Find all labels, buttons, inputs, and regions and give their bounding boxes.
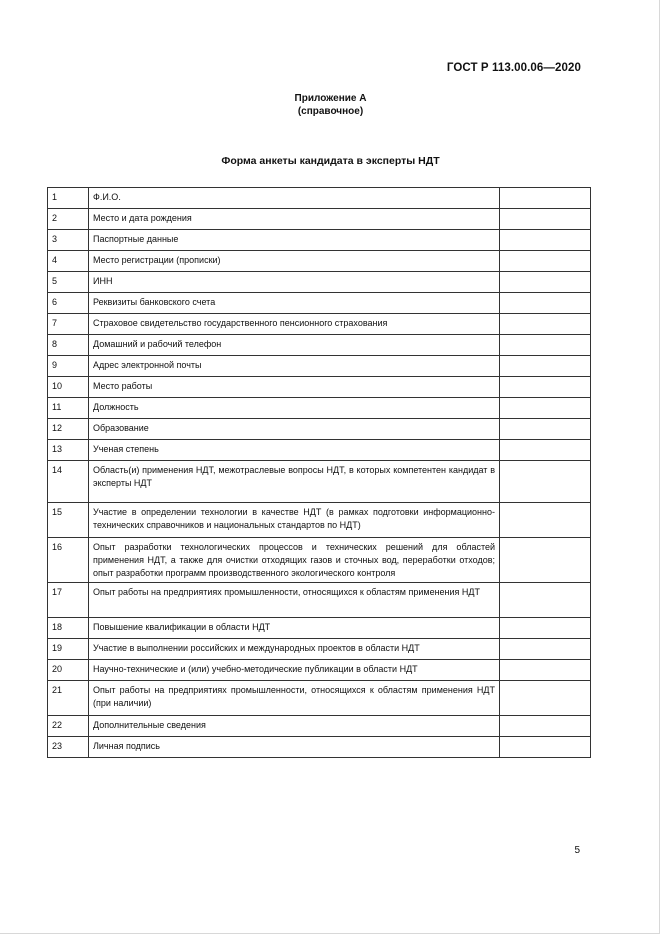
questionnaire-table [47,187,591,758]
row-label: Опыт работы на предприятиях промышленности, относящихся к областям применения НДТ (при наличии) [89,681,500,716]
table-row [48,419,591,440]
table-row [48,377,591,398]
row-number: 1 [48,188,89,209]
answer-cell[interactable] [500,737,591,758]
table-row [48,251,591,272]
table-row [48,716,591,737]
appendix-heading [0,92,661,118]
row-label: Участие в выполнении российских и международных проектов в области НДТ [89,639,500,660]
row-number: 14 [48,461,89,503]
answer-cell[interactable] [500,618,591,639]
table-row [48,335,591,356]
answer-cell[interactable] [500,251,591,272]
table-row [48,503,591,538]
table-row [48,639,591,660]
answer-cell[interactable] [500,419,591,440]
answer-cell[interactable] [500,681,591,716]
table-row [48,314,591,335]
row-number: 2 [48,209,89,230]
row-label: Повышение квалификации в области НДТ [89,618,500,639]
row-label: Образование [89,419,500,440]
row-label: Ф.И.О. [89,188,500,209]
row-number: 20 [48,660,89,681]
row-label: Дополнительные сведения [89,716,500,737]
row-label: Область(и) применения НДТ, межотраслевые вопросы НДТ, в которых компетентен кандидат в эксперты НДТ [89,461,500,503]
row-label: Место работы [89,377,500,398]
table-row [48,356,591,377]
row-label: Домашний и рабочий телефон [89,335,500,356]
answer-cell[interactable] [500,503,591,538]
answer-cell[interactable] [500,230,591,251]
row-label: Личная подпись [89,737,500,758]
row-label: Научно-технические и (или) учебно-методические публикации в области НДТ [89,660,500,681]
table-row [48,660,591,681]
answer-cell[interactable] [500,538,591,583]
answer-cell[interactable] [500,398,591,419]
row-label: Место регистрации (прописки) [89,251,500,272]
row-number: 13 [48,440,89,461]
row-label: Ученая степень [89,440,500,461]
answer-cell[interactable] [500,314,591,335]
table-row [48,188,591,209]
table-row [48,398,591,419]
row-label: Страховое свидетельство государственного пенсионного страхования [89,314,500,335]
answer-cell[interactable] [500,188,591,209]
answer-cell[interactable] [500,377,591,398]
row-label: Опыт разработки технологических процессов и технических решений для областей применения НДТ, а также для очистки отходящих газов и сточных вод, переработки отходов; опыт разработки программ производственного экологического контроля [89,538,500,583]
row-number: 10 [48,377,89,398]
row-number: 9 [48,356,89,377]
row-label: Опыт работы на предприятиях промышленности, относящихся к областям применения НДТ [89,583,500,618]
row-label: Место и дата рождения [89,209,500,230]
row-label: Реквизиты банковского счета [89,293,500,314]
row-number: 3 [48,230,89,251]
table-row [48,583,591,618]
table-row [48,618,591,639]
row-number: 23 [48,737,89,758]
table-row [48,538,591,583]
table-row [48,461,591,503]
answer-cell[interactable] [500,716,591,737]
answer-cell[interactable] [500,356,591,377]
row-number: 19 [48,639,89,660]
row-number: 5 [48,272,89,293]
table-row [48,209,591,230]
table-row [48,293,591,314]
document-code: ГОСТ Р 113.00.06—2020 [446,62,581,74]
page-number: 5 [574,845,580,856]
row-number: 18 [48,618,89,639]
row-label: Участие в определении технологии в качестве НДТ (в рамках подготовки информационно-технических справочников и национальных стандартов по НДТ) [89,503,500,538]
row-number: 22 [48,716,89,737]
row-number: 15 [48,503,89,538]
row-number: 7 [48,314,89,335]
answer-cell[interactable] [500,660,591,681]
row-number: 6 [48,293,89,314]
table-row [48,230,591,251]
row-label: Адрес электронной почты [89,356,500,377]
row-number: 17 [48,583,89,618]
row-number: 8 [48,335,89,356]
row-label: Должность [89,398,500,419]
row-number: 21 [48,681,89,716]
answer-cell[interactable] [500,461,591,503]
row-number: 11 [48,398,89,419]
row-label: Паспортные данные [89,230,500,251]
answer-cell[interactable] [500,440,591,461]
table-row [48,737,591,758]
form-title: Форма анкеты кандидата в эксперты НДТ [221,155,440,167]
table-row [48,681,591,716]
table-row [48,440,591,461]
appendix-title: Приложение А [294,93,367,104]
appendix-subtitle: (справочное) [297,106,364,117]
row-number: 4 [48,251,89,272]
row-number: 16 [48,538,89,583]
table-row [48,272,591,293]
row-number: 12 [48,419,89,440]
answer-cell[interactable] [500,272,591,293]
row-label: ИНН [89,272,500,293]
answer-cell[interactable] [500,209,591,230]
answer-cell[interactable] [500,583,591,618]
answer-cell[interactable] [500,293,591,314]
answer-cell[interactable] [500,639,591,660]
answer-cell[interactable] [500,335,591,356]
